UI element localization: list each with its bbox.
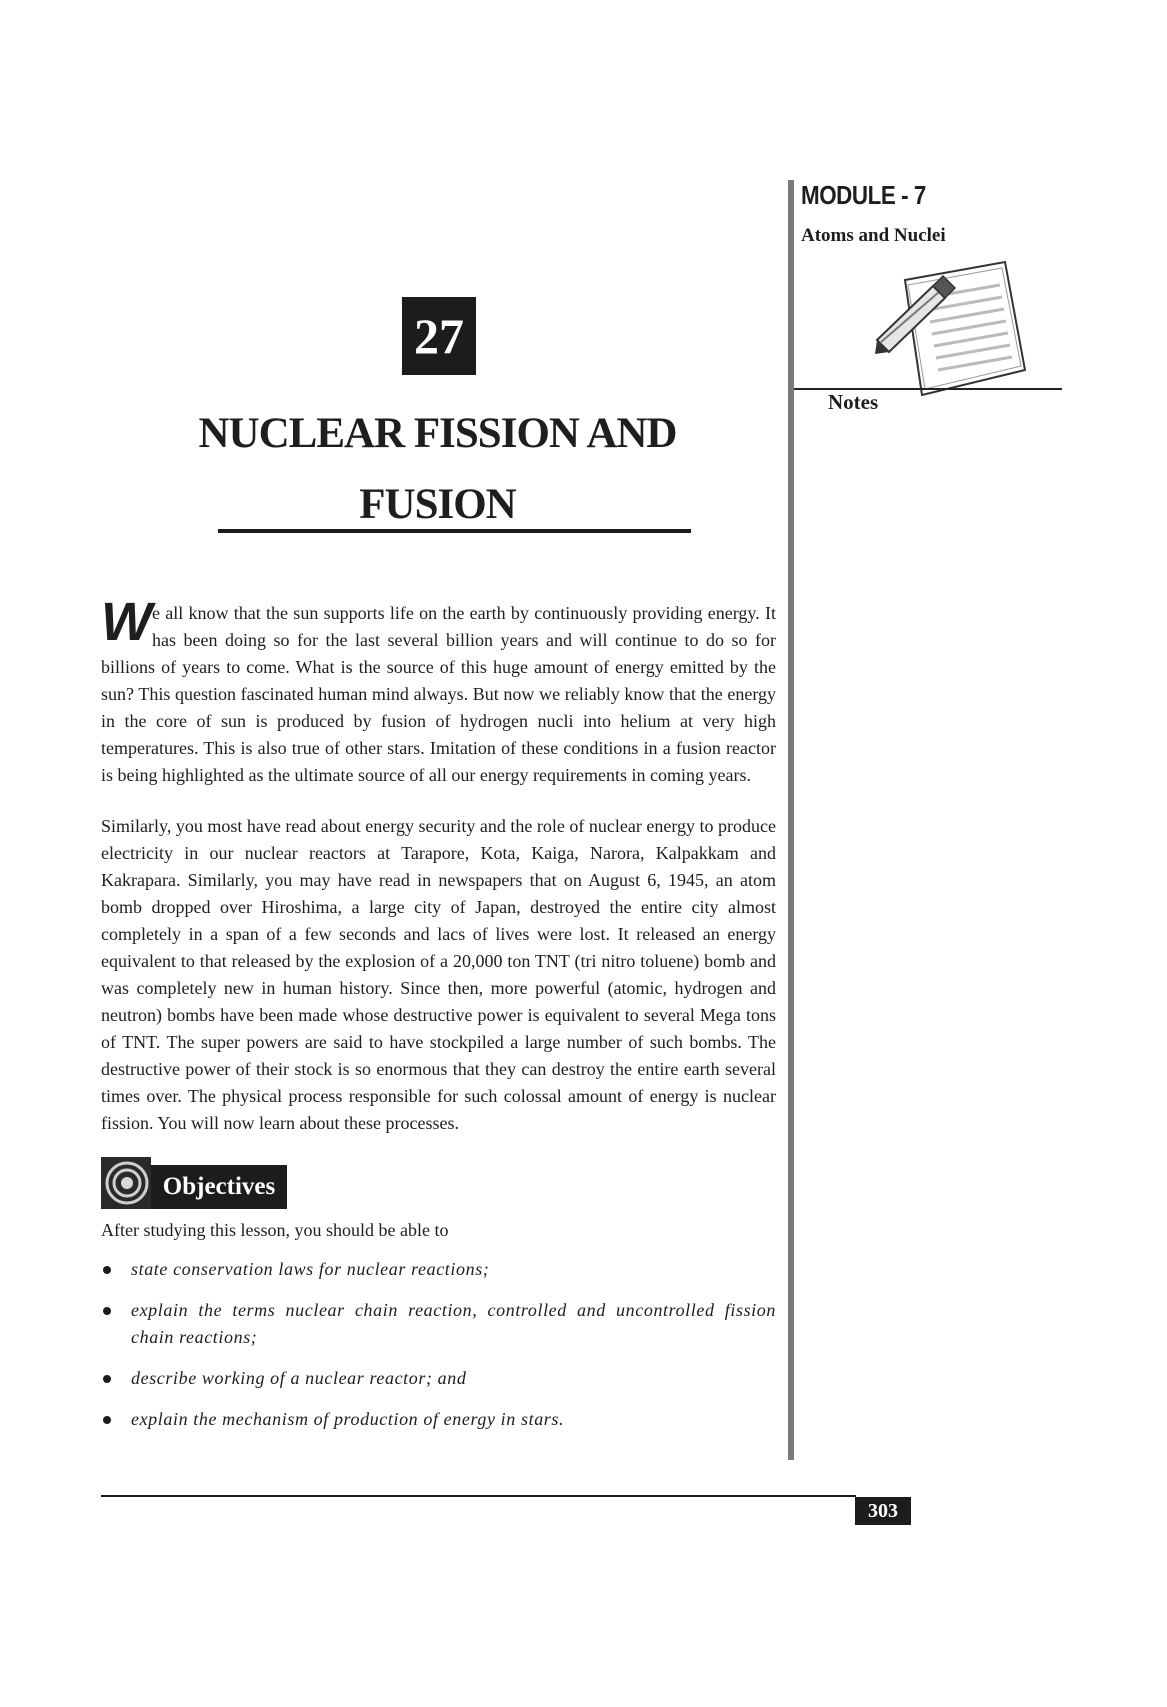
objectives-intro: After studying this lesson, you should be able to — [101, 1220, 449, 1240]
intro-paragraph — [101, 592, 776, 789]
chapter-title-line2: FUSION — [359, 481, 516, 528]
bullet — [103, 1375, 111, 1383]
bullet — [103, 1416, 111, 1424]
objective-item — [101, 1297, 776, 1351]
title-underline — [218, 529, 691, 533]
objective-item — [101, 1256, 776, 1283]
chapter-title-line1: NUCLEAR FISSION AND — [198, 410, 677, 457]
chapter-number: 27 — [402, 297, 476, 375]
notes-label: Notes — [828, 390, 879, 414]
second-paragraph: Similarly, you most have read about energy security and the role of nuclear energy to produce electricity in our nuclear reactors at Tarapore, Kota, Kaiga, Narora, Kalpakkam and Kakrapara. Similarly, you may have read in newspapers that on August 6, 1945, an atom bomb dropped over Hiroshima, a large city of Japan, destroyed the entire city almost completely in a span of a few seconds and lacs of lives were lost. It released an energy equivalent to that released by the explosion of a 20,000 ton TNT (tri nitro toluene) bomb and was completely new in human history. Since then, more powerful (atomic, hydrogen and neutron) bombs have been made whose destructive power is equivalent to several Mega tons of TNT. The super powers are said to have stockpiled a large number of such bombs. The destructive power of their stock is so enormous that they can destroy the entire earth several times over. The physical process responsible for such colossal amount of energy is nuclear fission. You will now learn about these processes. — [101, 816, 776, 1133]
module-title: MODULE - 7 — [801, 180, 926, 210]
module-subtitle: Atoms and Nuclei — [801, 225, 946, 246]
chapter-title — [150, 398, 725, 540]
objective-text: describe working of a nuclear reactor; and — [131, 1368, 467, 1388]
page-number: 303 — [855, 1497, 911, 1525]
intro-paragraph-text: e all know that the sun supports life on the earth by continuously providing energy. It has been doing so for the last several billion years and will continue to do so for billions of years to come. What is the source of this huge amount of energy emitted by the sun? This question fascinated human mind always. But now we reliably know that the energy in the core of sun is produced by fusion of hydrogen nucli into helium at very high temperatures. This is also true of other stars. Imitation of these conditions in a fusion reactor is being highlighted as the ultimate source of all our energy requirements in coming years. — [101, 603, 776, 785]
objective-text: state conservation laws for nuclear reactions; — [131, 1259, 490, 1279]
notes-paper-pencil-icon — [875, 258, 1030, 408]
bullet — [103, 1266, 111, 1274]
objective-text: explain the terms nuclear chain reaction, controlled and uncontrolled fission chain reactions; — [131, 1300, 776, 1347]
objective-item — [101, 1406, 776, 1433]
drop-cap: W — [101, 592, 152, 652]
objective-item — [101, 1365, 776, 1392]
footer-rule — [101, 1495, 856, 1497]
objectives-list — [101, 1256, 776, 1447]
objectives-heading: Objectives — [151, 1165, 287, 1209]
sidebar-divider — [788, 180, 794, 1460]
objectives-spiral-icon — [101, 1157, 151, 1209]
bullet — [103, 1307, 111, 1315]
objective-text: explain the mechanism of production of energy in stars. — [131, 1409, 565, 1429]
